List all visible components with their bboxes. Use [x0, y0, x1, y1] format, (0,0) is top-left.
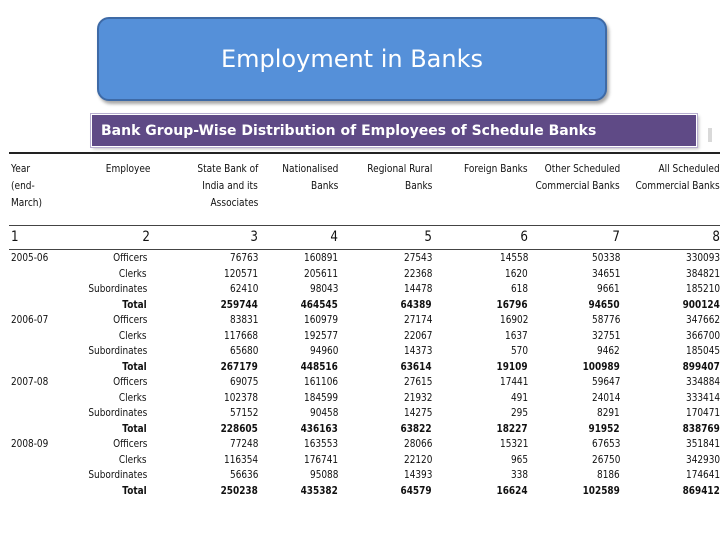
table-cell: 62410: [229, 283, 258, 295]
table-cell: 26750: [591, 453, 620, 466]
table-cell: 64389: [400, 298, 432, 311]
table-cell: 899407: [682, 360, 720, 373]
column-header: Other Scheduled: [544, 162, 620, 175]
column-number: 3: [250, 229, 258, 245]
table-cell: 366700: [685, 329, 720, 342]
table-cell: 22368: [403, 267, 432, 280]
page-title: Employment in Banks: [220, 45, 484, 73]
table-cell: 228605: [220, 422, 258, 435]
column-number: 6: [520, 229, 528, 245]
row-year: 2008-09: [11, 438, 49, 450]
table-cell: 184599: [303, 391, 338, 404]
row-employee: Total: [122, 298, 147, 311]
table-cell: 14393: [403, 469, 432, 481]
row-employee: Subordinates: [88, 469, 147, 481]
table-cell: 161106: [303, 376, 338, 388]
column-header: Employee: [105, 162, 150, 175]
row-employee: Clerks: [119, 329, 147, 342]
table-cell: 185045: [685, 345, 720, 357]
row-employee: Subordinates: [88, 407, 147, 419]
column-header: Regional Rural: [366, 162, 432, 175]
subtitle-banner: [91, 114, 697, 147]
table-cell: 618: [510, 283, 528, 295]
column-header: March): [11, 196, 43, 209]
row-year: 2007-08: [11, 376, 49, 388]
table-cell: 250238: [220, 484, 258, 497]
table-cell: 34651: [591, 267, 620, 280]
table-cell: 90458: [309, 407, 338, 419]
table-cell: 384821: [685, 267, 720, 280]
table-cell: 8291: [597, 407, 620, 419]
table-cell: 91952: [588, 422, 620, 435]
table-cell: 838769: [682, 422, 720, 435]
column-header: Associates: [210, 196, 258, 209]
table-cell: 330093: [685, 252, 720, 264]
column-header: Foreign Banks: [464, 162, 528, 175]
table-cell: 16624: [496, 484, 528, 497]
column-number: 5: [424, 229, 432, 245]
table-cell: 464545: [300, 298, 338, 311]
table-cell: 116354: [223, 453, 258, 466]
table-cell: 28066: [403, 438, 432, 450]
column-number: 8: [712, 229, 720, 245]
table-cell: 102378: [223, 391, 258, 404]
table-rule: [9, 225, 720, 226]
row-employee: Officers: [112, 376, 147, 388]
table-cell: 342930: [685, 453, 720, 466]
table-cell: 338: [510, 469, 528, 481]
row-year: 2005-06: [11, 252, 49, 264]
table-cell: 22067: [403, 329, 432, 342]
table-cell: 22120: [403, 453, 432, 466]
table-cell: 19109: [496, 360, 528, 373]
table-cell: 8186: [597, 469, 620, 481]
table-cell: 95088: [309, 469, 338, 481]
table-cell: 185210: [685, 283, 720, 295]
table-cell: 63822: [400, 422, 432, 435]
column-header: Year: [11, 162, 31, 175]
table-cell: 192577: [303, 329, 338, 342]
row-employee: Clerks: [119, 453, 147, 466]
table-cell: 76763: [229, 252, 258, 264]
table-cell: 869412: [682, 484, 720, 497]
table-cell: 174641: [685, 469, 720, 481]
row-employee: Total: [122, 484, 147, 497]
column-header: State Bank of: [197, 162, 258, 175]
row-employee: Total: [122, 360, 147, 373]
table-cell: 117668: [223, 329, 258, 342]
table-cell: 100989: [582, 360, 620, 373]
table-cell: 67653: [591, 438, 620, 450]
table-cell: 448516: [300, 360, 338, 373]
column-header: Nationalised: [281, 162, 338, 175]
table-cell: 94650: [588, 298, 620, 311]
column-number: 1: [11, 229, 19, 245]
row-year: 2006-07: [11, 314, 49, 326]
table-cell: 334884: [685, 376, 720, 388]
column-header: All Scheduled: [658, 162, 720, 175]
column-header: (end-: [11, 179, 35, 192]
table-cell: 176741: [303, 453, 338, 466]
table-cell: 170471: [685, 407, 720, 419]
table-cell: 98043: [309, 283, 338, 295]
table-cell: 14373: [403, 345, 432, 357]
table-cell: 83831: [229, 314, 258, 326]
subtitle-text: Bank Group-Wise Distribution of Employees of Schedule Banks: [101, 123, 597, 139]
row-employee: Clerks: [119, 391, 147, 404]
table-cell: 120571: [223, 267, 258, 280]
table-cell: 570: [510, 345, 528, 357]
table-cell: 14478: [403, 283, 432, 295]
column-header: Banks: [404, 179, 432, 192]
title-box: [97, 17, 607, 101]
table-cell: 27543: [403, 252, 432, 264]
row-employee: Officers: [112, 252, 147, 264]
table-cell: 163553: [303, 438, 338, 450]
column-header: Banks: [310, 179, 338, 192]
table-cell: 435382: [300, 484, 338, 497]
table-cell: 205611: [303, 267, 338, 280]
table-cell: 436163: [300, 422, 338, 435]
table-cell: 17441: [499, 376, 528, 388]
row-employee: Officers: [112, 314, 147, 326]
table-cell: 18227: [496, 422, 528, 435]
row-employee: Clerks: [119, 267, 147, 280]
table-cell: 32751: [591, 329, 620, 342]
table-cell: 160891: [303, 252, 338, 264]
column-number: 2: [142, 229, 150, 245]
table-cell: 16796: [496, 298, 528, 311]
table-cell: 50338: [591, 252, 620, 264]
table-cell: 965: [510, 453, 528, 466]
table-cell: 59647: [591, 376, 620, 388]
row-employee: Total: [122, 422, 147, 435]
table-cell: 16902: [499, 314, 528, 326]
table-cell: 295: [510, 407, 528, 419]
table-cell: 64579: [400, 484, 432, 497]
table-cell: 14558: [499, 252, 528, 264]
table-cell: 259744: [220, 298, 258, 311]
table-cell: 77248: [229, 438, 258, 450]
table-cell: 267179: [220, 360, 258, 373]
table-cell: 57152: [229, 407, 258, 419]
table-rule: [9, 152, 720, 154]
table-cell: 58776: [591, 314, 620, 326]
table-rule: [9, 249, 720, 250]
decorative-mark: [708, 128, 712, 142]
table-cell: 102589: [582, 484, 620, 497]
table-cell: 63614: [400, 360, 432, 373]
table-cell: 1620: [505, 267, 528, 280]
table-cell: 160979: [303, 314, 338, 326]
table-cell: 347662: [685, 314, 720, 326]
table-cell: 351841: [685, 438, 720, 450]
row-employee: Subordinates: [88, 283, 147, 295]
table-cell: 21932: [403, 391, 432, 404]
column-number: 7: [612, 229, 620, 245]
table-cell: 1637: [505, 329, 528, 342]
table-cell: 333414: [685, 391, 720, 404]
column-header: Commercial Banks: [635, 179, 720, 192]
table-cell: 900124: [682, 298, 720, 311]
row-employee: Officers: [112, 438, 147, 450]
table-cell: 94960: [309, 345, 338, 357]
table-cell: 69075: [229, 376, 258, 388]
table-cell: 9462: [597, 345, 620, 357]
table-cell: 27615: [403, 376, 432, 388]
table-cell: 56636: [229, 469, 258, 481]
row-employee: Subordinates: [88, 345, 147, 357]
table-cell: 27174: [403, 314, 432, 326]
table-cell: 14275: [403, 407, 432, 419]
table-cell: 15321: [499, 438, 528, 450]
column-number: 4: [330, 229, 338, 245]
column-header: India and its: [202, 179, 258, 192]
table-cell: 491: [510, 391, 528, 404]
table-cell: 24014: [591, 391, 620, 404]
column-header: Commercial Banks: [535, 179, 620, 192]
table-cell: 9661: [597, 283, 620, 295]
table-cell: 65680: [229, 345, 258, 357]
